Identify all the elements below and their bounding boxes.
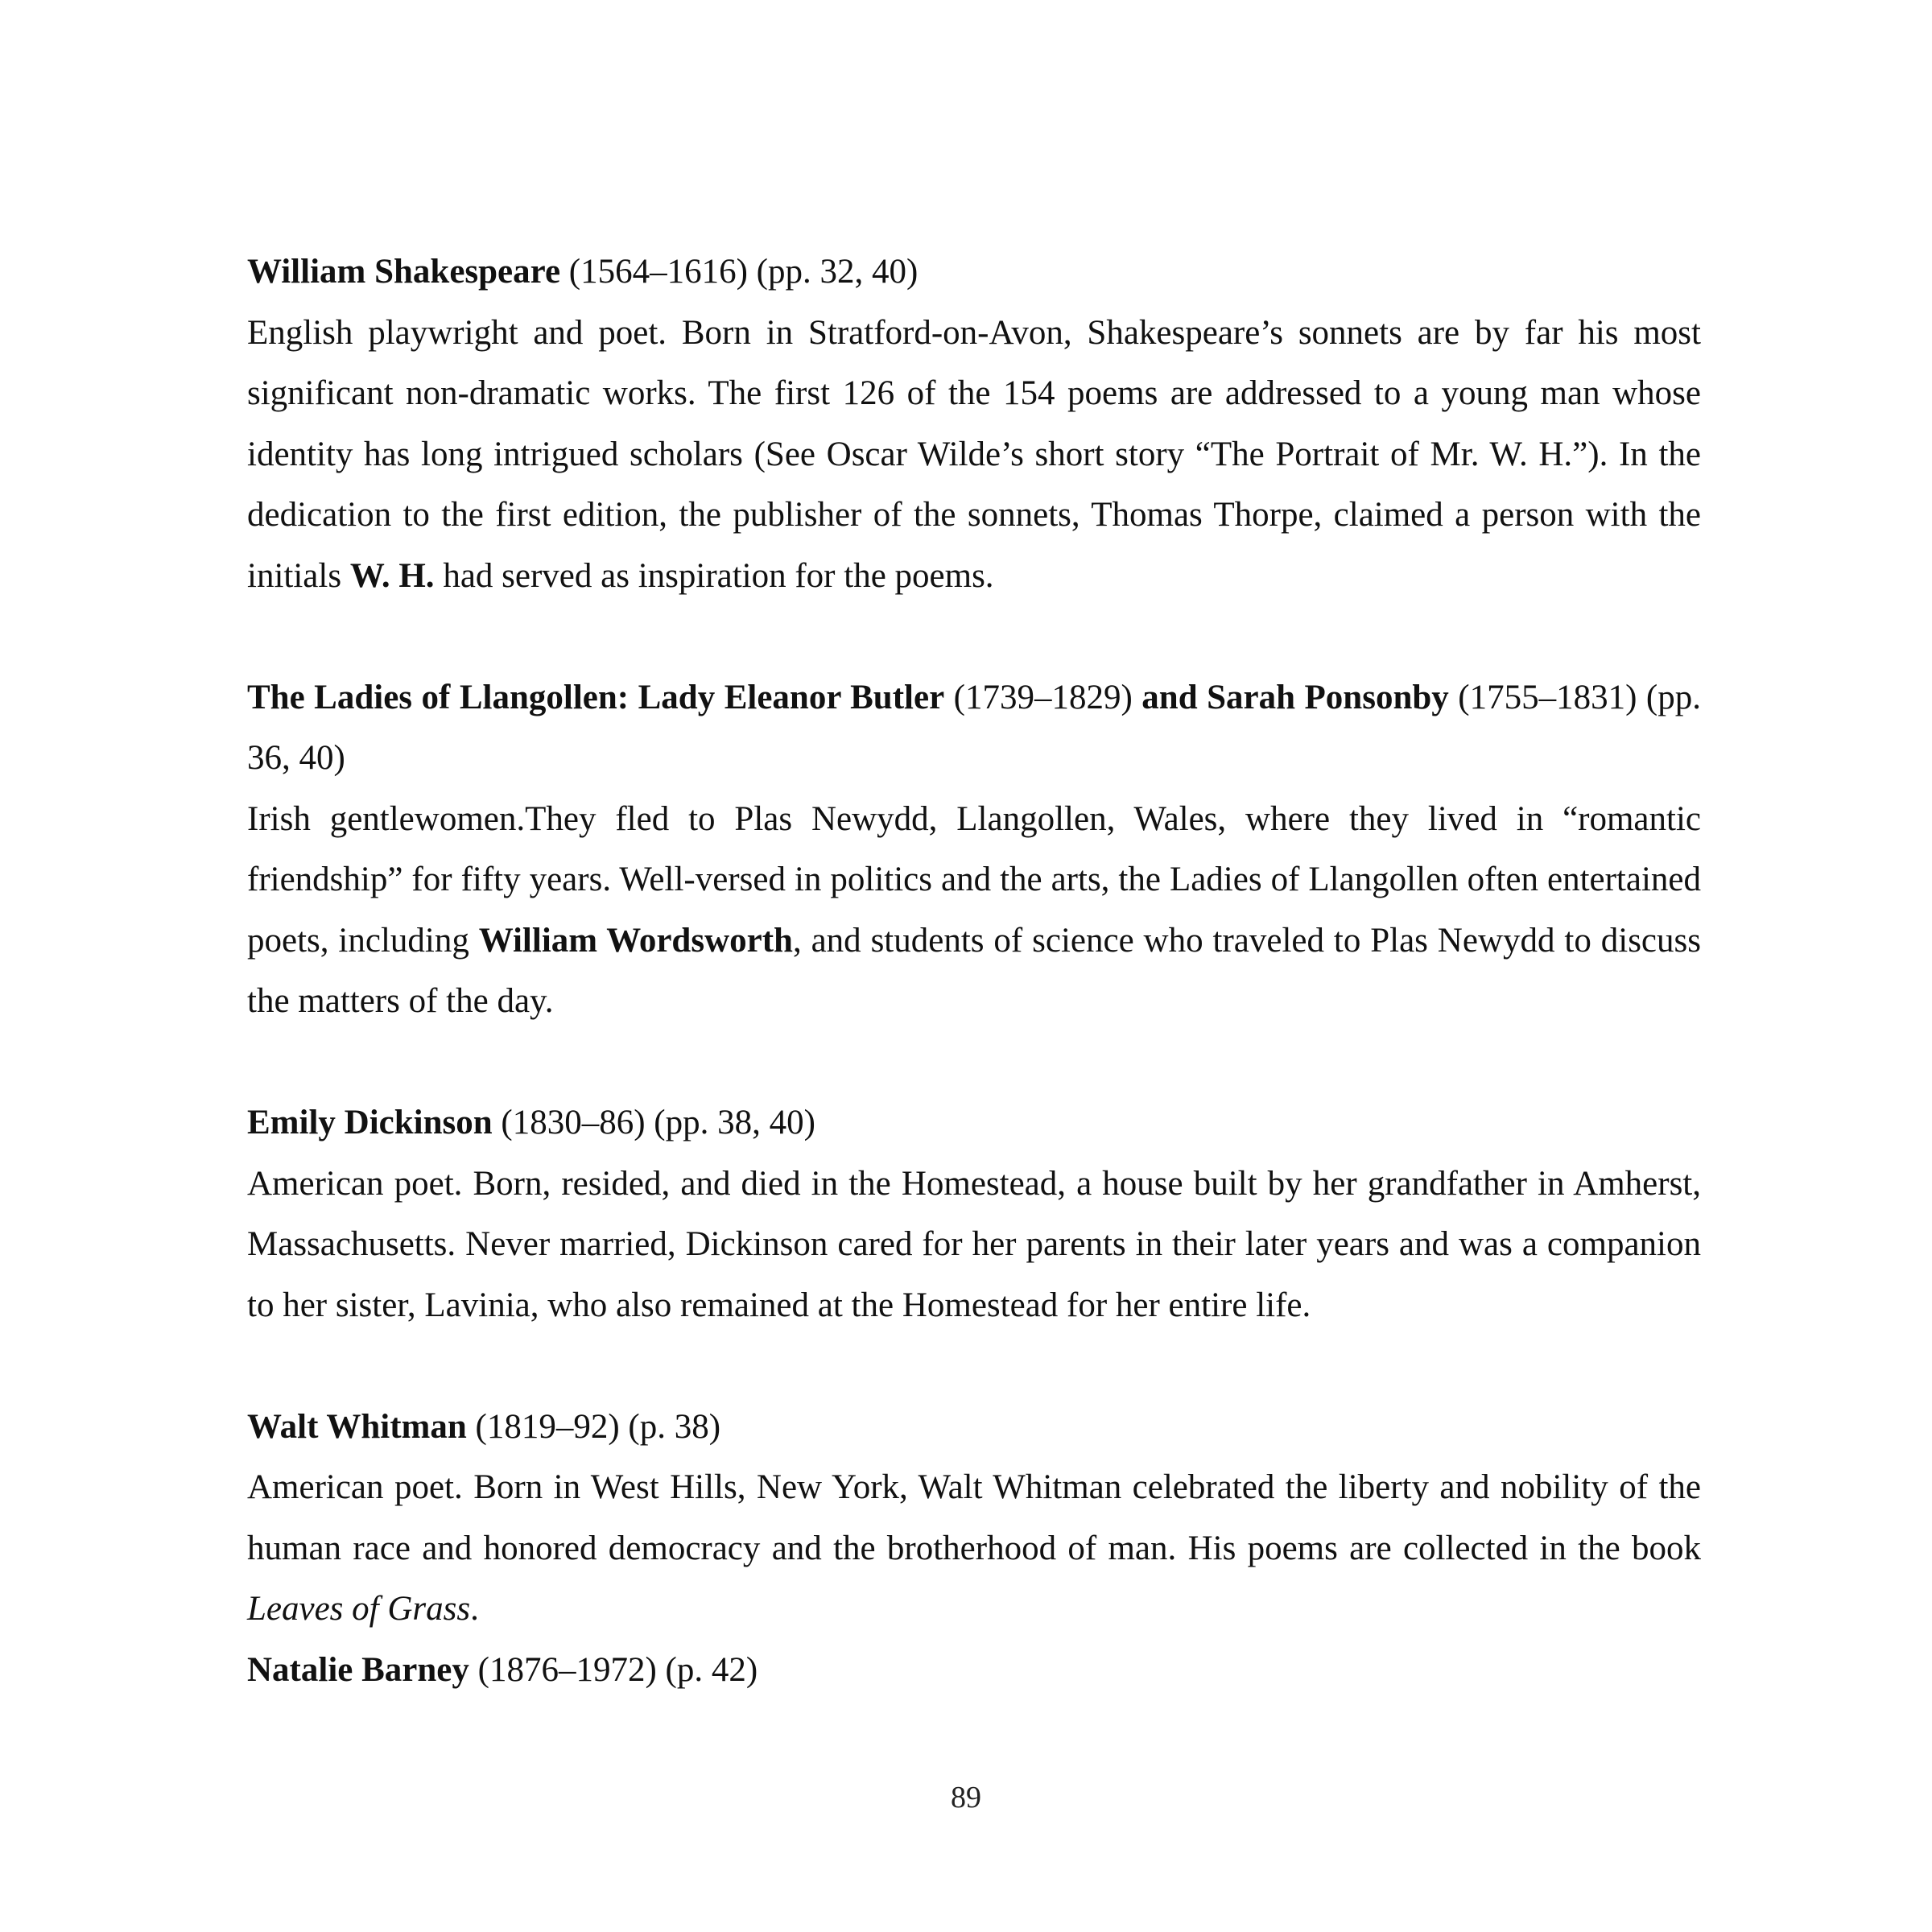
entry-name: William Shakespeare <box>247 253 561 291</box>
entry-dates: (1830–86) (pp. 38, 40) <box>492 1104 815 1141</box>
entry-body-text: Irish gentlewomen.They fled to Plas Newydd, Llangollen, Wales, where they lived in “romantic friendship” for fifty years. Well-versed in politics and the arts, the Ladies of Llangollen often entertained poets, including <box>247 799 1701 960</box>
entry-body <box>247 1154 1701 1336</box>
entry-dates: (1739–1829) <box>944 678 1142 716</box>
page-content <box>247 242 1701 1700</box>
entry-body-text: English playwright and poet. Born in Stratford-on-Avon, Shakespeare’s sonnets are by far his most significant non-dramatic works. The first 126 of the 154 poems are addressed to a young man whose identity has long intrigued scholars (See Oscar Wilde’s short story “The Portrait of Mr. W. H.”). In the dedication to the first edition, the publisher of the sonnets, Thomas Thorpe, claimed a person with the initials <box>247 313 1701 595</box>
book-title: Leaves of Grass <box>247 1590 471 1628</box>
entry-body-text: , and students of science who traveled to Plas Newydd to discuss the matters of the day. <box>247 921 1701 1020</box>
entry-body-text: had served as inspiration for the poems. <box>434 556 994 595</box>
entry-dates: (1755–1831) (pp. 36, 40) <box>247 678 1701 777</box>
entry-whitman <box>247 1397 1701 1640</box>
entry-dates: (1819–92) (p. 38) <box>466 1407 721 1446</box>
entry-name: Walt Whitman <box>247 1407 467 1446</box>
entry-ladies-of-llangollen <box>247 667 1701 1032</box>
entry-body <box>247 789 1701 1032</box>
entry-dates: (1564–1616) (pp. 32, 40) <box>560 253 919 291</box>
entry-dickinson <box>247 1092 1701 1335</box>
entry-heading <box>247 667 1701 789</box>
entry-body <box>247 303 1701 607</box>
entry-body-bold: W. H. <box>349 556 435 595</box>
entry-shakespeare <box>247 242 1701 606</box>
entry-body-bold: William Wordsworth <box>478 921 793 960</box>
entry-body-text: American poet. Born in West Hills, New York, Walt Whitman celebrated the liberty and nobility of the human race and honored democracy and the brotherhood of man. His poems are collected in the book <box>247 1468 1701 1567</box>
entry-body-text: American poet. Born, resided, and died in the Homestead, a house built by her grandfather in Amherst, Massachusetts. Never married, Dickinson cared for her parents in their later years and was a companion to her sister, Lavinia, who also remained at the Homestead for her entire life. <box>247 1164 1701 1324</box>
entry-name: Natalie Barney <box>247 1650 469 1689</box>
entry-body-text: . <box>470 1590 479 1628</box>
entry-heading <box>247 1397 1701 1458</box>
entry-name: and Sarah Ponsonby <box>1141 678 1449 716</box>
entry-heading <box>247 1092 1701 1154</box>
entry-body <box>247 1457 1701 1640</box>
entry-dates: (1876–1972) (p. 42) <box>469 1650 758 1689</box>
entry-name: The Ladies of Llangollen: Lady Eleanor Butler <box>247 678 945 716</box>
page-number: 89 <box>951 1781 981 1814</box>
entry-heading <box>247 1640 1701 1701</box>
entry-name: Emily Dickinson <box>247 1104 493 1141</box>
entry-heading <box>247 242 1701 303</box>
entry-barney <box>247 1640 1701 1701</box>
